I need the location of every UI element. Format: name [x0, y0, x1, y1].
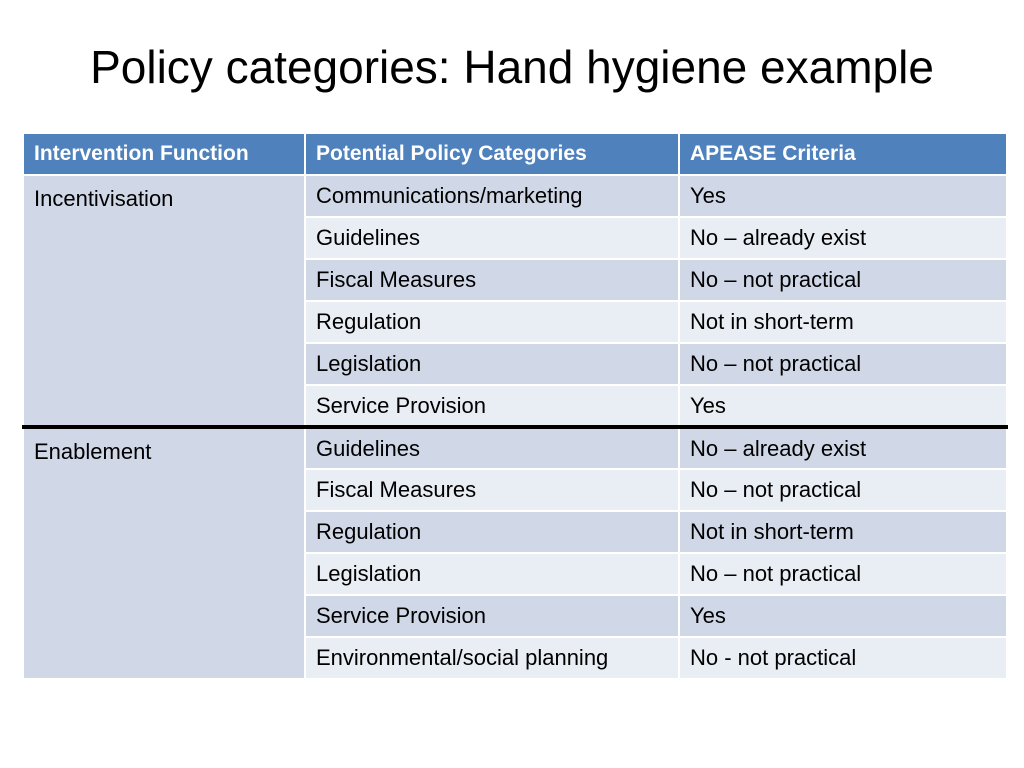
policy-category-cell: Service Provision: [305, 595, 679, 637]
policy-category-cell: Legislation: [305, 343, 679, 385]
apease-criteria-cell: No – not practical: [679, 553, 1007, 595]
apease-criteria-cell: Yes: [679, 595, 1007, 637]
table-header-row: [23, 133, 1007, 175]
policy-category-cell: Communications/marketing: [305, 175, 679, 217]
policy-category-cell: Guidelines: [305, 427, 679, 469]
apease-criteria-cell: No – already exist: [679, 427, 1007, 469]
table-row: [23, 175, 1007, 217]
slide-title: Policy categories: Hand hygiene example: [90, 41, 934, 93]
policy-category-cell: Environmental/social planning: [305, 637, 679, 679]
apease-criteria-cell: Yes: [679, 385, 1007, 427]
policy-category-cell: Fiscal Measures: [305, 259, 679, 301]
policy-category-cell: Guidelines: [305, 217, 679, 259]
policy-category-cell: Regulation: [305, 511, 679, 553]
table-row: [23, 427, 1007, 469]
policy-category-cell: Regulation: [305, 301, 679, 343]
policy-category-cell: Fiscal Measures: [305, 469, 679, 511]
apease-criteria-cell: Not in short-term: [679, 511, 1007, 553]
header-potential-policy-categories: Potential Policy Categories: [305, 133, 679, 175]
policy-category-cell: Legislation: [305, 553, 679, 595]
intervention-function-cell: Enablement: [23, 427, 305, 679]
apease-criteria-cell: No – not practical: [679, 343, 1007, 385]
intervention-function-cell: Incentivisation: [23, 175, 305, 427]
apease-criteria-cell: Not in short-term: [679, 301, 1007, 343]
policy-table: [22, 132, 1008, 680]
policy-category-cell: Service Provision: [305, 385, 679, 427]
apease-criteria-cell: No – not practical: [679, 469, 1007, 511]
apease-criteria-cell: No – not practical: [679, 259, 1007, 301]
apease-criteria-cell: Yes: [679, 175, 1007, 217]
header-intervention-function: Intervention Function: [23, 133, 305, 175]
apease-criteria-cell: No - not practical: [679, 637, 1007, 679]
header-apease-criteria: APEASE Criteria: [679, 133, 1007, 175]
apease-criteria-cell: No – already exist: [679, 217, 1007, 259]
